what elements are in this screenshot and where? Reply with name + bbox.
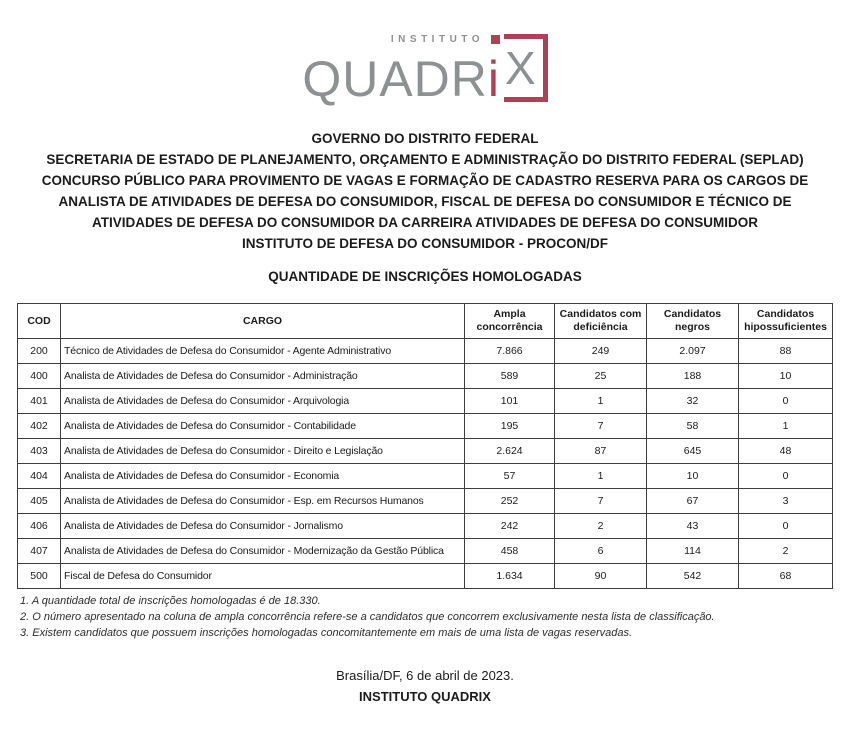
table-row bbox=[18, 439, 833, 464]
footnotes bbox=[20, 593, 850, 641]
footer-signature: INSTITUTO QUADRIX bbox=[359, 689, 491, 704]
cell-ampla: 589 bbox=[465, 364, 555, 389]
footnote-3: 3. Existem candidatos que possuem inscrições homologadas concomitantemente em mais de uma lista de vagas reservadas. bbox=[20, 627, 633, 639]
cell-hipossuficientes: 10 bbox=[739, 364, 833, 389]
logo-letter-i: i bbox=[487, 51, 500, 107]
cell-deficiencia: 7 bbox=[555, 489, 647, 514]
cell-deficiencia: 2 bbox=[555, 514, 647, 539]
footnote-2: 2. O número apresentado na coluna de ampla concorrência refere-se a candidatos que concorrem exclusivamente nesta lista de classificação. bbox=[20, 611, 715, 623]
cell-deficiencia: 7 bbox=[555, 414, 647, 439]
cell-hipossuficientes: 0 bbox=[739, 389, 833, 414]
cell-deficiencia: 25 bbox=[555, 364, 647, 389]
table-body bbox=[18, 339, 833, 589]
cell-cod: 400 bbox=[18, 364, 61, 389]
table-row bbox=[18, 489, 833, 514]
cell-cargo: Analista de Atividades de Defesa do Consumidor - Contabilidade bbox=[61, 414, 465, 439]
cell-cargo: Fiscal de Defesa do Consumidor bbox=[61, 564, 465, 589]
cell-ampla: 252 bbox=[465, 489, 555, 514]
cell-cargo: Analista de Atividades de Defesa do Consumidor - Esp. em Recursos Humanos bbox=[61, 489, 465, 514]
cell-cod: 402 bbox=[18, 414, 61, 439]
header-line-concurso: CONCURSO PÚBLICO PARA PROVIMENTO DE VAGAS E FORMAÇÃO DE CADASTRO RESERVA PARA OS CARGOS DE bbox=[41, 173, 809, 188]
cell-hipossuficientes: 68 bbox=[739, 564, 833, 589]
cell-cod: 200 bbox=[18, 339, 61, 364]
logo-instituto-text: INSTITUTO bbox=[390, 34, 484, 45]
section-title: QUANTIDADE DE INSCRIÇÕES HOMOLOGADAS bbox=[268, 269, 582, 284]
cell-cod: 403 bbox=[18, 439, 61, 464]
cell-deficiencia: 87 bbox=[555, 439, 647, 464]
document-page bbox=[0, 34, 850, 744]
table-row bbox=[18, 539, 833, 564]
col-header-deficiencia: Candidatos com deficiência bbox=[555, 304, 647, 339]
cell-cod: 407 bbox=[18, 539, 61, 564]
header-line-instituto: INSTITUTO DE DEFESA DO CONSUMIDOR - PROCON/DF bbox=[241, 236, 608, 251]
footer-date: Brasília/DF, 6 de abril de 2023. bbox=[336, 668, 514, 683]
cell-cod: 500 bbox=[18, 564, 61, 589]
cell-ampla: 242 bbox=[465, 514, 555, 539]
cell-cargo: Analista de Atividades de Defesa do Consumidor - Modernização da Gestão Pública bbox=[61, 539, 465, 564]
cell-ampla: 1.634 bbox=[465, 564, 555, 589]
cell-cargo: Técnico de Atividades de Defesa do Consumidor - Agente Administrativo bbox=[61, 339, 465, 364]
col-header-negros: Candidatos negros bbox=[647, 304, 739, 339]
logo-left bbox=[302, 34, 500, 107]
table-row bbox=[18, 339, 833, 364]
cell-cod: 401 bbox=[18, 389, 61, 414]
cell-hipossuficientes: 3 bbox=[739, 489, 833, 514]
table-row bbox=[18, 464, 833, 489]
cell-cargo: Analista de Atividades de Defesa do Consumidor - Administração bbox=[61, 364, 465, 389]
cell-negros: 542 bbox=[647, 564, 739, 589]
header-line-governo: GOVERNO DO DISTRITO FEDERAL bbox=[311, 131, 539, 146]
cell-deficiencia: 6 bbox=[555, 539, 647, 564]
col-header-ampla: Ampla concorrência bbox=[465, 304, 555, 339]
cell-ampla: 7.866 bbox=[465, 339, 555, 364]
header-line-analista: ANALISTA DE ATIVIDADES DE DEFESA DO CONSUMIDOR, FISCAL DE DEFESA DO CONSUMIDOR E TÉCNICO DE bbox=[58, 194, 792, 209]
header-line-secretaria: SECRETARIA DE ESTADO DE PLANEJAMENTO, ORÇAMENTO E ADMINISTRAÇÃO DO DISTRITO FEDERAL (SEPLAD) bbox=[46, 152, 804, 167]
col-header-hipossuficientes: Candidatos hipossuficientes bbox=[739, 304, 833, 339]
cell-ampla: 2.624 bbox=[465, 439, 555, 464]
cell-negros: 645 bbox=[647, 439, 739, 464]
cell-ampla: 57 bbox=[465, 464, 555, 489]
cell-hipossuficientes: 88 bbox=[739, 339, 833, 364]
header-line-atividades: ATIVIDADES DE DEFESA DO CONSUMIDOR DA CARREIRA ATIVIDADES DE DEFESA DO CONSUMIDOR bbox=[91, 215, 759, 230]
quadrix-logo bbox=[302, 34, 547, 107]
table-row bbox=[18, 514, 833, 539]
cell-ampla: 101 bbox=[465, 389, 555, 414]
cell-negros: 67 bbox=[647, 489, 739, 514]
cell-cargo: Analista de Atividades de Defesa do Consumidor - Arquivologia bbox=[61, 389, 465, 414]
cell-cod: 405 bbox=[18, 489, 61, 514]
cell-cargo: Analista de Atividades de Defesa do Consumidor - Economia bbox=[61, 464, 465, 489]
logo-letter-x: X bbox=[505, 42, 536, 94]
cell-negros: 58 bbox=[647, 414, 739, 439]
logo-wordmark bbox=[302, 51, 500, 107]
cell-hipossuficientes: 48 bbox=[739, 439, 833, 464]
cell-deficiencia: 1 bbox=[555, 389, 647, 414]
document-header bbox=[0, 128, 850, 254]
cell-negros: 114 bbox=[647, 539, 739, 564]
cell-hipossuficientes: 1 bbox=[739, 414, 833, 439]
logo-word-quadr: QUADR bbox=[302, 51, 488, 107]
logo-red-square-icon bbox=[491, 35, 500, 44]
col-header-cargo: CARGO bbox=[61, 304, 465, 339]
cell-hipossuficientes: 0 bbox=[739, 514, 833, 539]
table-row bbox=[18, 364, 833, 389]
cell-ampla: 458 bbox=[465, 539, 555, 564]
cell-negros: 32 bbox=[647, 389, 739, 414]
cell-cargo: Analista de Atividades de Defesa do Consumidor - Jornalismo bbox=[61, 514, 465, 539]
cell-negros: 2.097 bbox=[647, 339, 739, 364]
cell-hipossuficientes: 2 bbox=[739, 539, 833, 564]
footnote-1: 1. A quantidade total de inscrições homologadas é de 18.330. bbox=[20, 595, 321, 607]
table-row bbox=[18, 414, 833, 439]
inscricoes-table bbox=[17, 303, 833, 589]
cell-negros: 188 bbox=[647, 364, 739, 389]
cell-cargo: Analista de Atividades de Defesa do Consumidor - Direito e Legislação bbox=[61, 439, 465, 464]
cell-ampla: 195 bbox=[465, 414, 555, 439]
table-row bbox=[18, 564, 833, 589]
table-header bbox=[18, 304, 833, 339]
cell-cod: 404 bbox=[18, 464, 61, 489]
cell-cod: 406 bbox=[18, 514, 61, 539]
cell-deficiencia: 90 bbox=[555, 564, 647, 589]
cell-hipossuficientes: 0 bbox=[739, 464, 833, 489]
cell-negros: 10 bbox=[647, 464, 739, 489]
document-footer bbox=[0, 665, 850, 707]
cell-deficiencia: 249 bbox=[555, 339, 647, 364]
logo-topline bbox=[391, 34, 500, 45]
cell-deficiencia: 1 bbox=[555, 464, 647, 489]
table-header-row bbox=[18, 304, 833, 339]
cell-negros: 43 bbox=[647, 514, 739, 539]
col-header-cod: COD bbox=[18, 304, 61, 339]
logo-x-frame-icon bbox=[504, 34, 548, 102]
table-row bbox=[18, 389, 833, 414]
